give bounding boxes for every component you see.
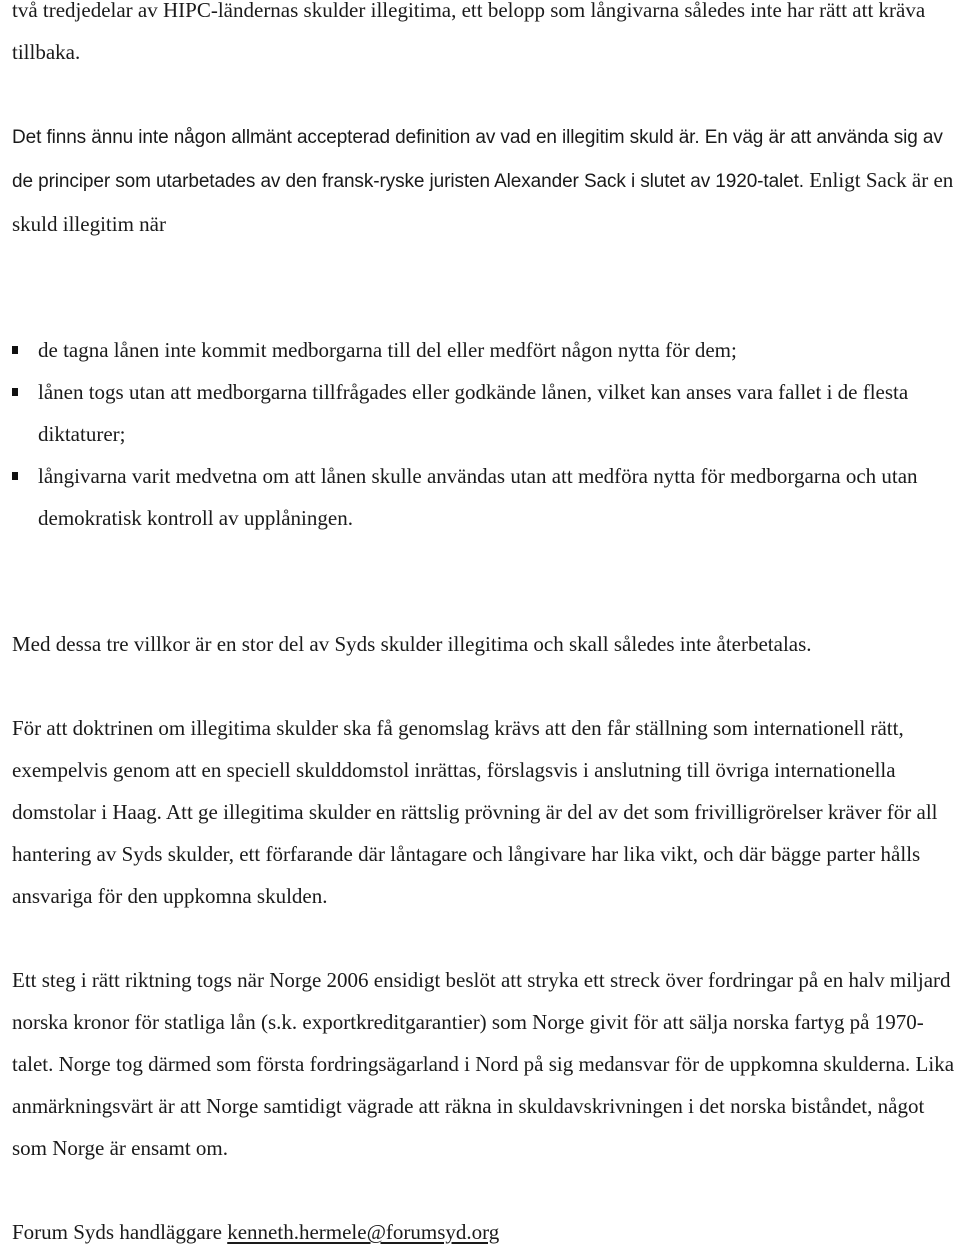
criteria-list-item: [12, 455, 957, 539]
square-bullet-icon: [12, 472, 18, 480]
paragraph-conclusion: Med dessa tre villkor är en stor del av Syds skulder illegitima och skall således inte återbetalas.: [12, 632, 812, 656]
paragraph-doctrine: För att doktrinen om illegitima skulder ska få genomslag krävs att den får ställning som internationell rätt, exempelvis genom att en speciell skulddomstol inrättas, förslagsvis i anslutning till övriga internationella domstolar i Haag. Att ge illegitima skulder en rättslig prövning är del av det som frivilligrörelser kräver för all hantering av Syds skulder, ett förfarande där låntagare och långivare har lika vikt, och där bägge parter hålls ansvariga för den uppkomna skulden.: [12, 716, 938, 908]
criteria-text: de tagna lånen inte kommit medborgarna till del eller medfört någon nytta för dem;: [38, 338, 737, 362]
criteria-text: långivarna varit medvetna om att lånen skulle användas utan att medföra nytta för medborgarna och utan demokratisk kontroll av upplåningen.: [38, 464, 918, 530]
criteria-list: [12, 329, 957, 539]
square-bullet-icon: [12, 346, 18, 354]
paragraph-hipc-debts: [12, 0, 957, 73]
paragraph-hipc-debts-text: två tredjedelar av HIPC-ländernas skulder illegitima, ett belopp som långivarna således inte har rätt att kräva tillbaka.: [12, 0, 926, 64]
contact-line: [12, 1211, 957, 1253]
contact-prefix: Forum Syds handläggare: [12, 1220, 228, 1244]
square-bullet-icon: [12, 388, 18, 396]
criteria-text: lånen togs utan att medborgarna tillfrågades eller godkände lånen, vilket kan anses vara fallet i de flesta diktaturer;: [38, 380, 909, 446]
email-link[interactable]: kenneth.hermele@forumsyd.org: [227, 1220, 500, 1244]
paragraph-definition-sack-text: Enligt Sack är en skuld illegitim när: [12, 168, 954, 236]
criteria-list-item: [12, 329, 957, 371]
paragraph-definition: [12, 115, 957, 245]
document-page: [12, 0, 957, 1253]
criteria-list-item: [12, 371, 957, 455]
paragraph-norway: Ett steg i rätt riktning togs när Norge 2006 ensidigt beslöt att stryka ett streck över fordringar på en halv miljard norska kronor för statliga lån (s.k. exportkreditgarantier) som Norge givit för att sälja norska fartyg på 1970-talet. Norge tog därmed som första fordringsägarland i Nord på sig medansvar för de uppkomna skulderna. Lika anmärkningsvärt är att Norge samtidigt vägrade att räkna in skuldavskrivningen i det norska biståndet, något som Norge är ensamt om.: [12, 968, 955, 1160]
paragraph-definition-text: Det finns ännu inte någon allmänt accepterad definition av vad en illegitim skuld är. En väg är att använda sig av de principer som utarbetades av den fransk-ryske juristen Alexander Sack i slutet av 1920-talet.: [12, 127, 943, 192]
